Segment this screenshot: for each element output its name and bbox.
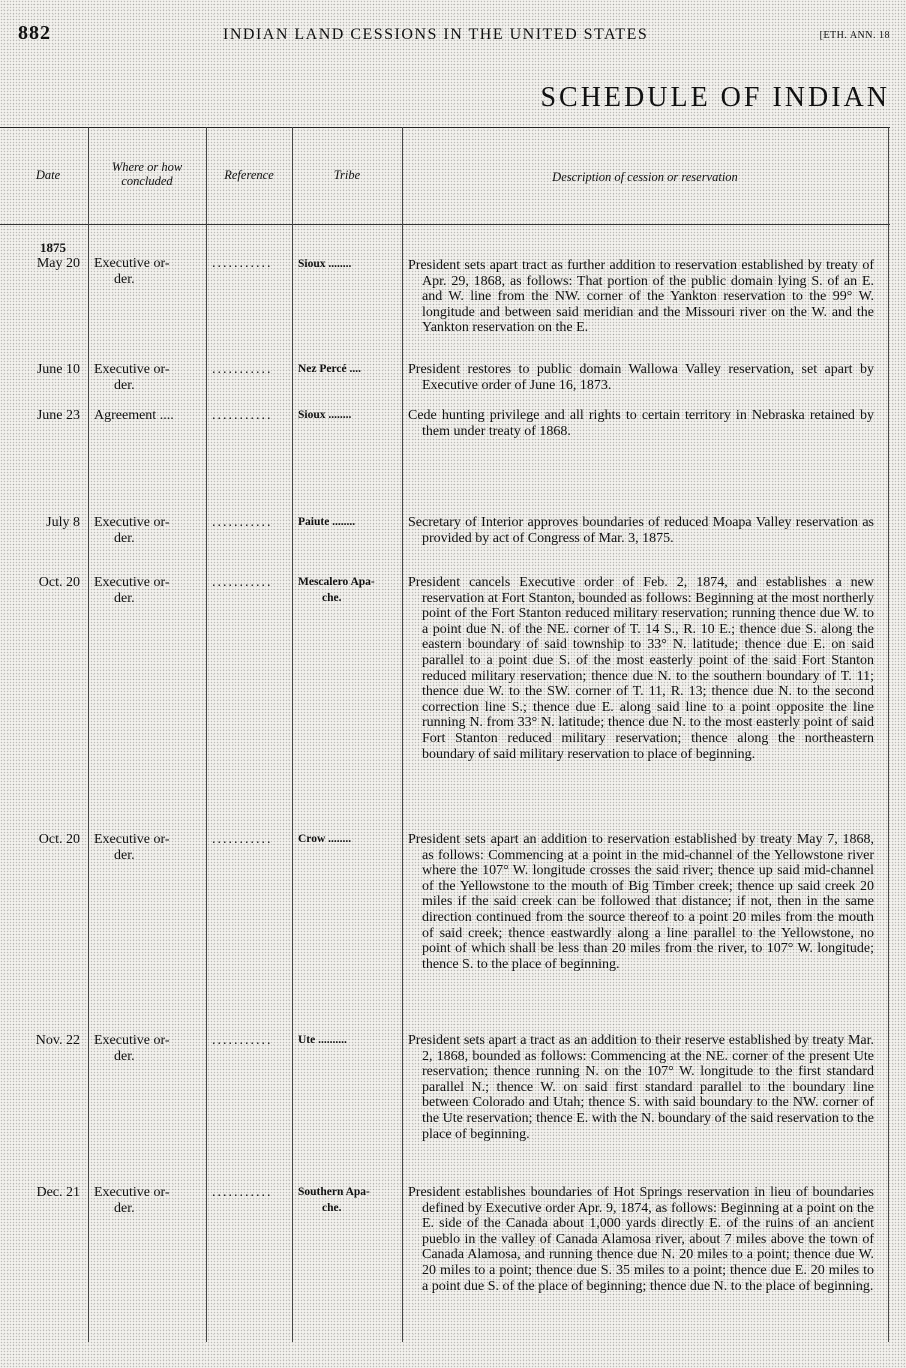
tribe-text: Paiute ........ xyxy=(298,516,356,528)
description-cell xyxy=(408,575,874,762)
date-value: June 10 xyxy=(36,362,80,377)
column-divider xyxy=(206,127,207,1342)
tribe-cell xyxy=(298,515,398,531)
description-cell xyxy=(408,362,874,393)
where-cell xyxy=(94,575,202,606)
where-cell xyxy=(94,515,202,546)
where-text-cont: der. xyxy=(114,847,135,863)
column-header-tribe: Tribe xyxy=(333,168,361,182)
date-cell xyxy=(8,362,80,378)
description-cell xyxy=(408,258,874,336)
date-cell xyxy=(8,832,80,848)
tribe-text: Ute .......... xyxy=(298,1034,347,1046)
reference-cell: ........... xyxy=(212,256,273,271)
year-label: 1875 xyxy=(40,240,66,255)
reference-cell: ........... xyxy=(212,1033,273,1048)
column-divider xyxy=(888,127,889,1342)
date-cell xyxy=(8,240,80,271)
where-cell xyxy=(94,362,202,393)
tribe-cell xyxy=(298,1185,398,1216)
where-text-cont: der. xyxy=(114,1048,135,1064)
where-cell xyxy=(94,1185,202,1216)
where-text-cont: der. xyxy=(114,1200,135,1216)
column-header-description: Description of cession or reservation xyxy=(552,170,738,184)
description-cell xyxy=(408,1033,874,1142)
where-cell xyxy=(94,832,202,863)
where-text: Executive or- xyxy=(94,256,170,271)
running-title: INDIAN LAND CESSIONS IN THE UNITED STATES xyxy=(223,26,649,43)
tribe-text: Mescalero Apa- xyxy=(298,576,375,588)
tribe-text: Southern Apa- xyxy=(298,1186,370,1198)
column-header-where: Where or how concluded xyxy=(111,160,183,188)
where-cell xyxy=(94,1033,202,1064)
running-right-label: [ETH. ANN. 18 xyxy=(819,30,890,41)
date-value: May 20 xyxy=(36,255,80,271)
tribe-text: Nez Percé .... xyxy=(298,363,361,375)
date-value: July 8 xyxy=(46,515,80,530)
where-text-cont: der. xyxy=(114,590,135,606)
reference-cell: ........... xyxy=(212,832,273,847)
tribe-cell xyxy=(298,575,398,606)
table-top-rule xyxy=(0,127,890,128)
column-header-date: Date xyxy=(35,168,61,182)
tribe-cell xyxy=(298,1033,398,1049)
description-text: President cancels Executive order of Feb. 2, 1874, and establishes a new reservation at Fort Stanton, bounded as follows: Beginning at the most northerly point of the Fort Stanton reduced military reservation; running thence due W. to a point due N. of the NE. corner of T. 14 S., R. 10 E.; thence due S. along the eastern boundary of said township to 33° N. latitude; thence due E. on said parallel to a point due S. of the most easterly point of the said Fort Stanton reduced military reservation; thence due N. to the southern boundary of T. 11; thence due W. to the SW. corner of T. 11, R. 13; thence due N. to the second correction line S.; thence due E. along said line to a point opposite the line running N. from 33° N. latitude; thence due N. to the most easterly point of said Fort Stanton reduced military reservation; thence along the northeastern boundary of said military reservation to place of beginning. xyxy=(408,575,874,762)
where-text: Agreement .... xyxy=(94,408,174,423)
date-cell xyxy=(8,1185,80,1201)
where-text: Executive or- xyxy=(94,1033,170,1048)
column-divider xyxy=(88,127,89,1342)
reference-cell: ........... xyxy=(212,575,273,590)
where-text-cont: der. xyxy=(114,271,135,287)
description-text: President sets apart a tract as an addition to their reserve established by treaty Mar. 2, 1868, bounded as follows: Commencing at the NE. corner of the present Ute reservation; thence running N. on the 107° W. longitude to the first standard parallel N.; thence W. on said first standard parallel to the boundary line between Colorado and Utah; thence S. with said boundary to the NW. corner of the Ute reservation; thence E. with the N. boundary of the said reservation to the place of beginning. xyxy=(408,1033,874,1142)
tribe-cell xyxy=(298,257,398,273)
description-cell xyxy=(408,832,874,972)
description-cell xyxy=(408,1185,874,1294)
date-value: June 23 xyxy=(36,408,80,423)
description-cell xyxy=(408,515,874,546)
where-text-cont: der. xyxy=(114,530,135,546)
date-value: Oct. 20 xyxy=(38,575,80,590)
column-divider xyxy=(292,127,293,1342)
description-text: President sets apart tract as further addition to reservation established by treaty of Apr. 29, 1868, as follows: That portion of the public domain lying S. of an E. and W. line from the NW. corner of the Yankton reservation to the 99° W. longitude and between said meridian and the Missouri river on the W. and the Yankton reservation on the E. xyxy=(408,258,874,336)
where-text: Executive or- xyxy=(94,362,170,377)
tribe-text: Sioux ........ xyxy=(298,409,352,421)
date-value: Dec. 21 xyxy=(36,1185,80,1200)
column-divider xyxy=(402,127,403,1342)
where-text: Executive or- xyxy=(94,515,170,530)
tribe-text: Crow ........ xyxy=(298,833,352,845)
date-value: Oct. 20 xyxy=(38,832,80,847)
date-cell xyxy=(8,575,80,591)
tribe-text: Sioux ........ xyxy=(298,258,352,270)
tribe-cell xyxy=(298,408,398,424)
where-text: Executive or- xyxy=(94,832,170,847)
column-header-reference: Reference xyxy=(224,168,274,182)
date-value: Nov. 22 xyxy=(35,1033,80,1048)
description-text: President restores to public domain Wallowa Valley reservation, set apart by Executive order of June 16, 1873. xyxy=(408,362,874,393)
tribe-text-cont: che. xyxy=(322,591,342,604)
description-text: Cede hunting privilege and all rights to certain territory in Nebraska retained by them under treaty of 1868. xyxy=(408,408,874,439)
reference-cell: ........... xyxy=(212,408,273,423)
schedule-title: SCHEDULE OF INDIAN xyxy=(540,82,890,113)
description-text: Secretary of Interior approves boundaries of reduced Moapa Valley reservation as provided by act of Congress of Mar. 3, 1875. xyxy=(408,515,874,546)
description-cell xyxy=(408,408,874,439)
table-header-rule xyxy=(0,224,890,225)
where-cell xyxy=(94,256,202,287)
date-cell xyxy=(8,1033,80,1049)
reference-cell: ........... xyxy=(212,1185,273,1200)
tribe-cell xyxy=(298,362,398,378)
page-number: 882 xyxy=(18,22,51,44)
description-text: President sets apart an addition to reservation established by treaty May 7, 1868, as follows: Commencing at a point in the mid-channel of the Yellowstone river where the 107° W. longitude crosses the said river; thence up said mid-channel of the Yellowstone to the mouth of Big Timber creek; thence up said creek 20 miles if the said creek can be followed that distance; if not, then in the same direction continued from the source thereof to a point 20 miles from the mouth of said creek; thence eastwardly along a line parallel to the Yellowstone, no point of which shall be less than 20 miles from the river, to 107° W. longitude; thence S. to the place of beginning. xyxy=(408,832,874,972)
reference-cell: ........... xyxy=(212,515,273,530)
where-text: Executive or- xyxy=(94,1185,170,1200)
where-text-cont: der. xyxy=(114,377,135,393)
where-text: Executive or- xyxy=(94,575,170,590)
where-cell xyxy=(94,408,202,424)
date-cell xyxy=(8,408,80,424)
description-text: President establishes boundaries of Hot Springs reservation in lieu of boundaries defined by Executive order Apr. 9, 1874, as follows: Beginning at a point on the E. side of the Canada about 1,000 yards directly E. of the ruins of an ancient pueblo in the valley of Canada Alamosa river, about 7 miles above the town of Canada Alamosa, and running thence due N. 20 miles to a point; thence due W. 20 miles to a point; thence due S. 35 miles to a point; thence due E. 20 miles to a point due S. of the place of beginning; thence due N. to the place of beginning. xyxy=(408,1185,874,1294)
running-head xyxy=(18,22,890,46)
reference-cell: ........... xyxy=(212,362,273,377)
tribe-cell xyxy=(298,832,398,848)
date-cell xyxy=(8,515,80,531)
tribe-text-cont: che. xyxy=(322,1201,342,1214)
